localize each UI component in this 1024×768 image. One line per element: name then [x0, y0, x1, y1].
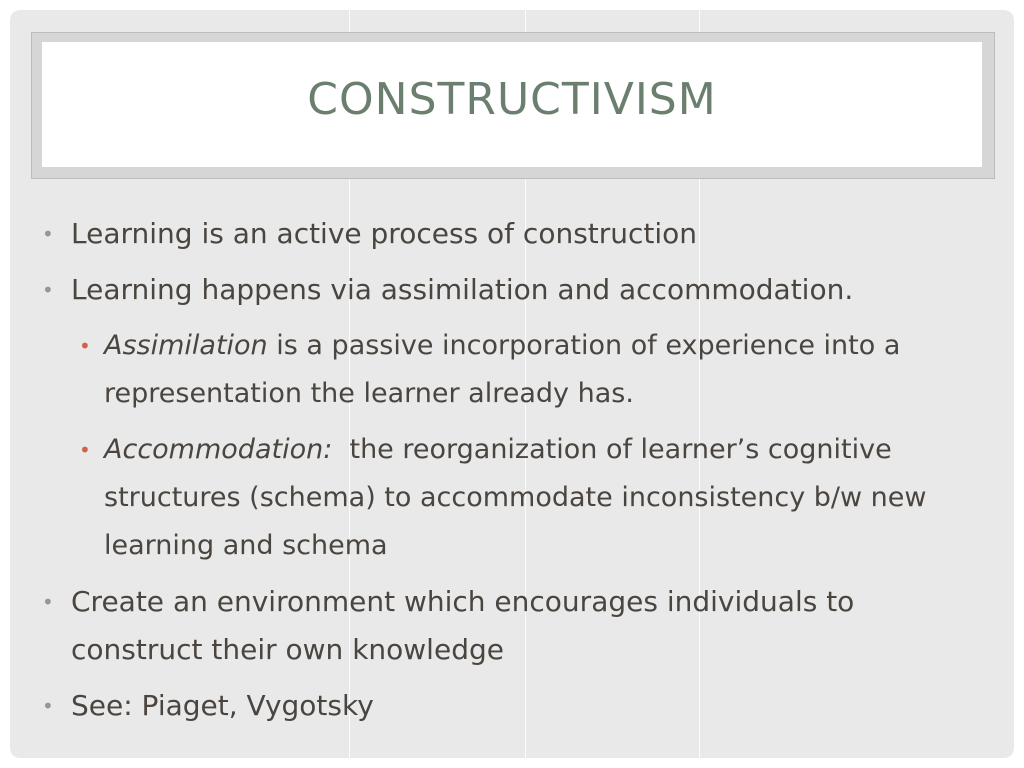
list-item — [42, 322, 992, 418]
bullet-icon: • — [42, 590, 54, 614]
bullet-icon: • — [79, 334, 91, 358]
term-emphasis: Accommodation: — [104, 434, 333, 465]
list-item — [42, 578, 992, 674]
bullet-icon: • — [42, 278, 54, 302]
list-item — [42, 682, 992, 730]
bullet-text: Create an environment which encourages individuals to construct their own knowledge — [71, 585, 855, 666]
list-item — [42, 210, 992, 258]
slide — [10, 10, 1014, 758]
title-frame — [31, 32, 995, 179]
bullet-text: the reorganization of learner’s cognitive structures (schema) to accommodate inconsistency b/w new learning and schema — [104, 434, 936, 561]
title-box — [42, 42, 982, 167]
list-item — [42, 426, 992, 570]
term-emphasis: Assimilation — [104, 330, 268, 361]
bullet-icon: • — [42, 694, 54, 718]
slide-title: CONSTRUCTIVISM — [307, 74, 717, 125]
bullet-text: Learning happens via assimilation and accommodation. — [71, 273, 854, 306]
bullet-icon: • — [42, 222, 54, 246]
bullet-text: See: Piaget, Vygotsky — [71, 689, 374, 722]
bullet-list — [42, 210, 992, 738]
list-item — [42, 266, 992, 314]
bullet-text: is a passive incorporation of experience into a representation the learner already has. — [104, 330, 901, 409]
bullet-text: Learning is an active process of construction — [71, 217, 698, 250]
bullet-icon: • — [79, 438, 91, 462]
